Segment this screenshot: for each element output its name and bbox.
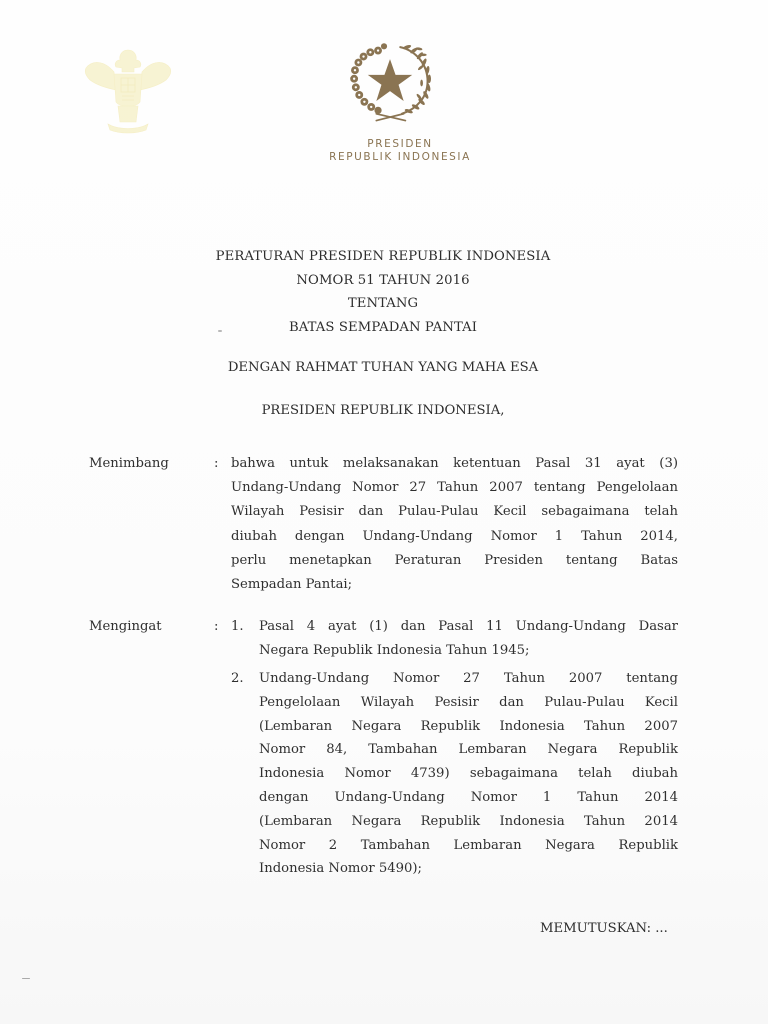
scan-speck <box>22 978 30 979</box>
mengingat-line: (Lembaran Negara Republik Indonesia Tahun 2007 <box>259 718 678 734</box>
mengingat-line: dengan Undang-Undang Nomor 1 Tahun 2014 <box>259 789 678 805</box>
title-line-subject: BATAS SEMPADAN PANTAI <box>288 319 478 335</box>
caption-presiden: PRESIDEN <box>367 138 433 150</box>
menimbang-text <box>231 452 678 597</box>
mengingat-line: Pasal 4 ayat (1) dan Pasal 11 Undang-Undang Dasar <box>259 619 678 634</box>
mengingat-item-2-number: 2. <box>231 671 244 686</box>
mengingat-line: Nomor 2 Tambahan Lembaran Negara Republik <box>259 837 678 853</box>
menimbang-line: diubah dengan Undang-Undang Nomor 1 Tahun 2014, <box>231 528 678 544</box>
mengingat-item-1-number: 1. <box>231 619 244 634</box>
mengingat-item-1 <box>259 615 678 663</box>
mengingat-colon: : <box>214 619 219 634</box>
garuda-emblem-icon <box>78 38 178 138</box>
scan-speck <box>218 330 222 332</box>
mengingat-line: (Lembaran Negara Republik Indonesia Tahun 2014 <box>259 813 678 829</box>
menimbang-line: Undang-Undang Nomor 27 Tahun 2007 tentang Pengelolaan <box>231 480 678 496</box>
regulation-title <box>150 245 616 339</box>
continuation-marker: MEMUTUSKAN: ... <box>540 921 668 936</box>
menimbang-line: perlu menetapkan Peraturan Presiden tentang Batas <box>231 552 678 568</box>
mengingat-line: Indonesia Nomor 5490); <box>259 861 422 877</box>
title-line-tentang: TENTANG <box>347 296 419 311</box>
mengingat-line: Nomor 84, Tambahan Lembaran Negara Republik <box>259 742 678 758</box>
title-line-regulation: PERATURAN PRESIDEN REPUBLIK INDONESIA <box>215 249 551 264</box>
presidential-star-emblem-icon <box>347 42 433 124</box>
mengingat-item-2 <box>259 667 678 881</box>
mengingat-line: Pengelolaan Wilayah Pesisir dan Pulau-Pulau Kecil <box>259 694 678 710</box>
mengingat-line: Undang-Undang Nomor 27 Tahun 2007 tentang <box>259 671 678 686</box>
menimbang-line: Sempadan Pantai; <box>231 576 353 592</box>
letterhead-caption <box>300 138 500 164</box>
invocation: DENGAN RAHMAT TUHAN YANG MAHA ESA <box>227 360 539 375</box>
mengingat-line: Indonesia Nomor 4739) sebagaimana telah diubah <box>259 766 678 782</box>
menimbang-label: Menimbang <box>89 456 169 471</box>
title-line-number: NOMOR 51 TAHUN 2016 <box>296 272 470 288</box>
caption-republik-indonesia: REPUBLIK INDONESIA <box>329 151 471 163</box>
mengingat-label: Mengingat <box>89 619 162 634</box>
issuer: PRESIDEN REPUBLIK INDONESIA, <box>261 403 505 418</box>
mengingat-line: Negara Republik Indonesia Tahun 1945; <box>259 642 530 658</box>
menimbang-line: Wilayah Pesisir dan Pulau-Pulau Kecil sebagaimana telah <box>231 504 678 520</box>
menimbang-line: bahwa untuk melaksanakan ketentuan Pasal 31 ayat (3) <box>231 456 678 471</box>
menimbang-colon: : <box>214 456 219 471</box>
